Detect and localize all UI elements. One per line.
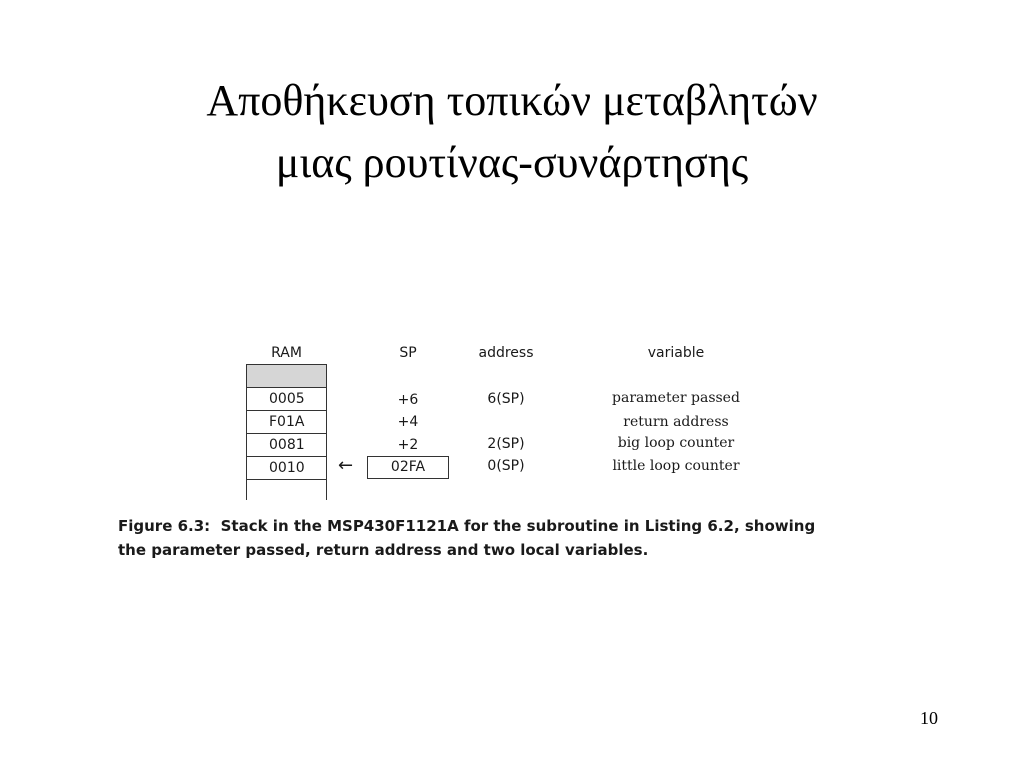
variable-column-header: variable [647,345,705,361]
variable-label: return address [623,414,729,430]
figure-caption-line-1: Figure 6.3: Stack in the MSP430F1121A for the subroutine in Listing 6.2, showing [118,517,816,535]
ram-stack [246,364,327,500]
ram-column-header: RAM [271,345,302,361]
ram-cell: 0010 [247,457,326,480]
ram-cell: 0081 [247,434,326,457]
sp-column-header: SP [399,345,417,361]
sp-offset: +2 [397,437,419,453]
variable-label: little loop counter [612,458,740,474]
sp-offset: +4 [397,414,419,430]
address-column-header: address [478,345,534,361]
page-number: 10 [920,708,938,728]
variable-label: parameter passed [612,390,740,406]
slide-title-line-1: Αποθήκευση τοπικών μεταβλητών [206,76,818,125]
slide-title-line-2: μιας ρουτίνας-συνάρτησης [275,138,749,187]
ram-cell-empty [247,480,326,503]
figure-caption [118,514,878,562]
address-label: 0(SP) [487,458,525,474]
variable-label: big loop counter [617,435,735,451]
figure-caption-line-2: the parameter passed, return address and two local variables. [118,541,649,559]
address-label: 6(SP) [487,391,525,407]
ram-cell-unused [247,365,326,388]
sp-offset: +6 [397,392,419,408]
ram-cell: 0005 [247,388,326,411]
ram-cell: F01A [247,411,326,434]
sp-value-box: 02FA [367,456,449,479]
left-arrow-icon: ← [338,455,354,476]
address-label: 2(SP) [487,436,525,452]
